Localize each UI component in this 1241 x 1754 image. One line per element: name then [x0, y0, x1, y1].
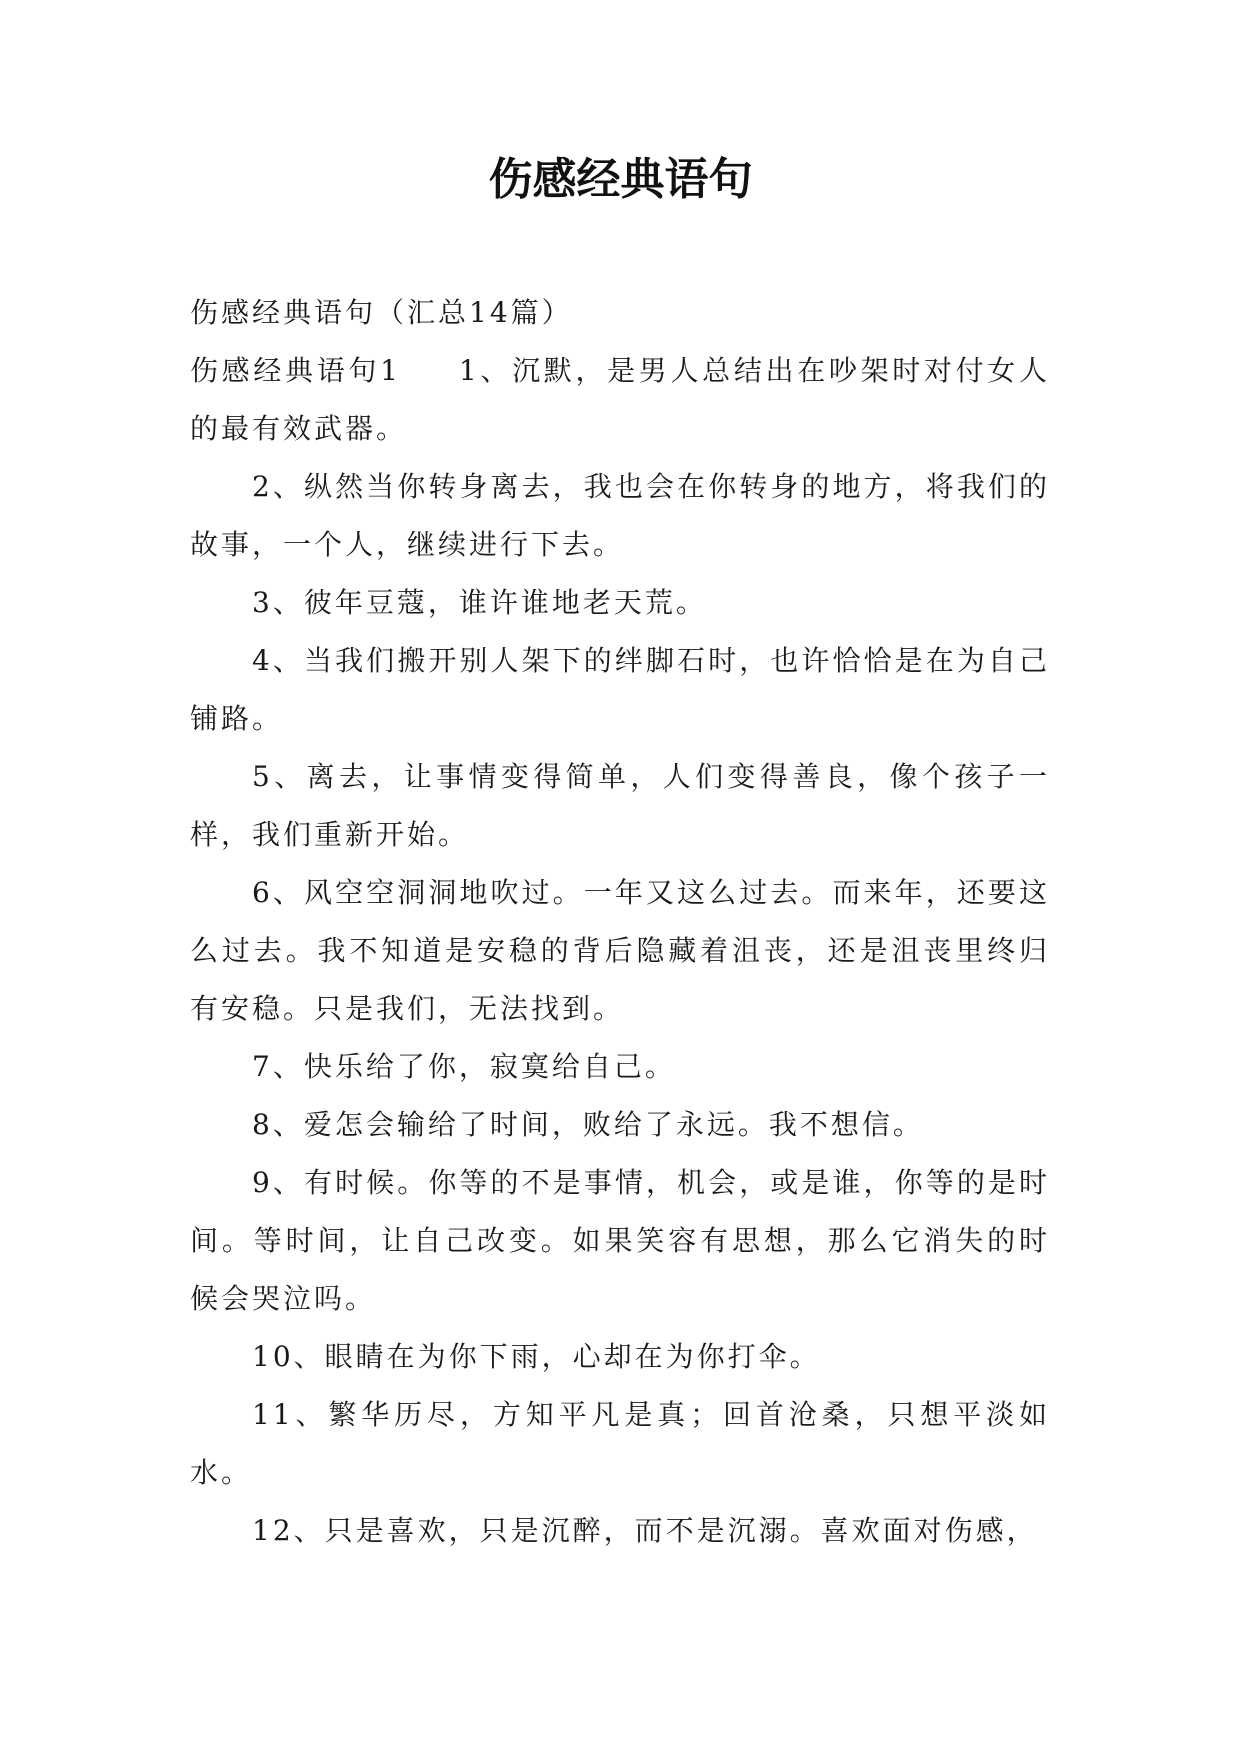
paragraph-5: 5、离去，让事情变得简单，人们变得善良，像个孩子一样，我们重新开始。 [190, 760, 1050, 851]
document-title: 伤感经典语句 [488, 154, 753, 205]
paragraph-1 [190, 342, 1050, 458]
paragraph-7: 7、快乐给了你，寂寞给自己。 [252, 1050, 676, 1083]
paragraph-12: 12、只是喜欢，只是沉醉，而不是沉溺。喜欢面对伤感， [252, 1514, 1038, 1547]
section-heading: 伤感经典语句1 [190, 354, 401, 387]
paragraph-4: 4、当我们搬开别人架下的绊脚石时，也许恰恰是在为自己铺路。 [190, 644, 1050, 735]
document-body [190, 284, 1050, 1560]
paragraph-6: 6、风空空洞洞地吹过。一年又这么过去。而来年，还要这么过去。我不知道是安稳的背后隐藏着沮丧，还是沮丧里终归有安稳。只是我们，无法找到。 [190, 876, 1050, 1025]
paragraph-11: 11、繁华历尽，方知平凡是真；回首沧桑，只想平淡如水。 [190, 1398, 1050, 1489]
paragraph-2: 2、纵然当你转身离去，我也会在你转身的地方，将我们的故事，一个人，继续进行下去。 [190, 470, 1050, 561]
paragraph-3: 3、彼年豆蔻，谁许谁地老天荒。 [252, 586, 707, 619]
document-subtitle: 伤感经典语句（汇总14篇） [190, 296, 573, 329]
paragraph-1-text: 1、沉默，是男人总结出在吵架时对付女人的最有效武器。 [190, 354, 1050, 445]
paragraph-9: 9、有时候。你等的不是事情，机会，或是谁，你等的是时间。等时间，让自己改变。如果笑容有思想，那么它消失的时候会哭泣吗。 [190, 1166, 1050, 1315]
paragraph-10: 10、眼睛在为你下雨，心却在为你打伞。 [252, 1340, 821, 1373]
paragraph-8: 8、爱怎会输给了时间，败给了永远。我不想信。 [252, 1108, 924, 1141]
